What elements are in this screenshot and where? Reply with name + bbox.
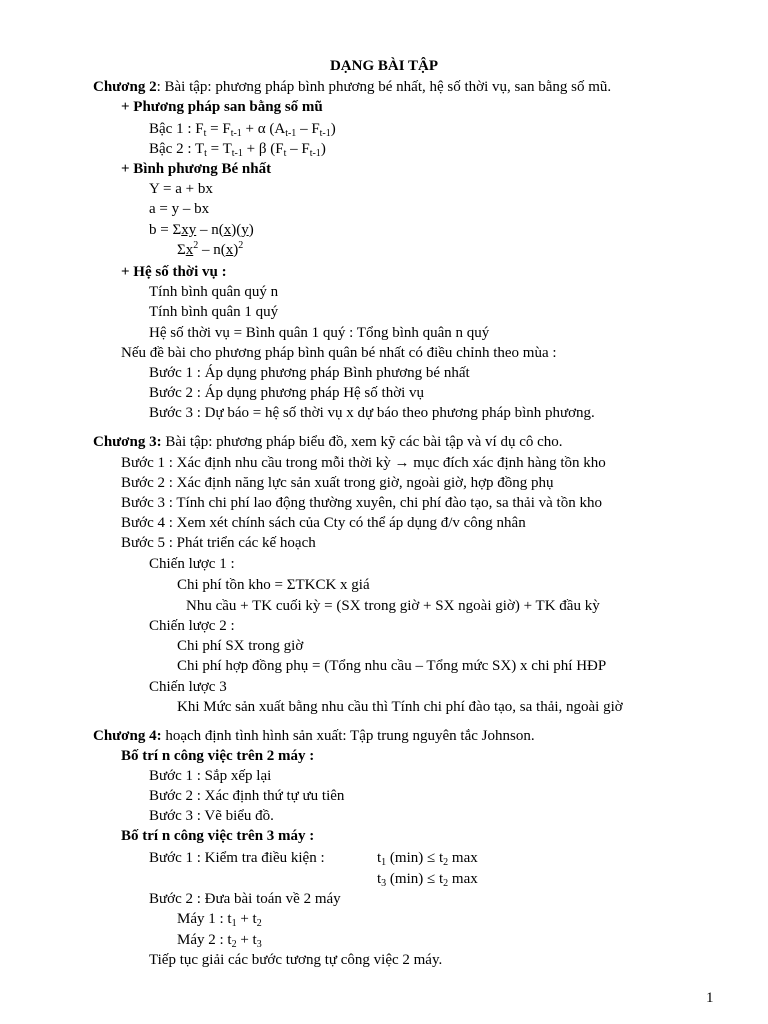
seasonal-index-label: + Hệ số thời vụ : [121, 264, 227, 280]
condition-1 [377, 848, 478, 868]
f2-sub: t-1 [231, 148, 243, 159]
step-line: Bước 1 : Kiểm tra điều kiện : [149, 850, 325, 866]
step-line: Bước 2 : Áp dụng phương pháp Hệ số thời vụ [149, 385, 425, 401]
f1-sub: t-1 [319, 128, 331, 139]
step-line: Bước 4 : Xem xét chính sách của Cty có thể áp dụng đ/v công nhân [121, 515, 526, 531]
fb-part: y [241, 222, 249, 238]
text-line: Tính bình quân quý n [149, 284, 279, 300]
formula-a: a = y – bx [149, 201, 210, 217]
chapter-3-description: Bài tập: phương pháp biểu đồ, xem kỹ các bài tập và ví dụ cô cho. [161, 434, 563, 450]
cond-part: (min) ≤ t [386, 871, 444, 887]
f1-part: – F [296, 121, 320, 137]
text-line: Chi phí SX trong giờ [177, 638, 304, 654]
chapter-3-label: Chương 3: [93, 434, 162, 450]
two-machine-heading [121, 746, 314, 766]
f2-sub: t [204, 148, 207, 159]
step-line: Bước 3 : Tính chi phí lao động thường xuyên, chi phí đào tạo, sa thải và tồn kho [121, 495, 602, 511]
text-line: Tính bình quân 1 quý [149, 304, 279, 320]
strategy-label: Chiến lược 2 : [149, 618, 235, 634]
strategy-label: Chiến lược 3 [149, 679, 227, 695]
three-machine-heading [121, 826, 314, 846]
cond-part: max [448, 850, 478, 866]
chapter-2-description: : Bài tập: phương pháp bình phương bé nhất, hệ số thời vụ, san bằng số mũ. [156, 79, 612, 95]
m-part: + t [236, 932, 257, 948]
cond-part: t [377, 871, 382, 887]
condition-2 [377, 869, 478, 889]
step-line: Bước 3 : Vẽ biểu đồ. [149, 808, 274, 824]
f2-sub: t-1 [309, 148, 321, 159]
fd-part: – n( [198, 242, 226, 258]
fb-part: )( [231, 222, 242, 238]
f2-part: ) [320, 141, 326, 157]
cond-sub: 1 [381, 857, 387, 868]
cond-part: t [377, 850, 382, 866]
text-line: Chi phí tồn kho = ΣTKCK x giá [177, 577, 370, 593]
f1-part: Bậc 1 : F [149, 121, 204, 137]
f1-sub: t [203, 128, 207, 139]
exponential-smoothing-label: + Phương pháp san bằng số mũ [121, 99, 323, 115]
cond-sub: 3 [381, 878, 387, 889]
m-sub: 1 [231, 918, 237, 929]
chapter-2-label: Chương 2 [93, 79, 157, 95]
seasonal-index-heading [121, 262, 227, 282]
m-part: Máy 1 : t [177, 911, 232, 927]
cond-part: max [448, 871, 478, 887]
cond-sub: 2 [443, 878, 449, 889]
m-sub: 2 [256, 918, 262, 929]
fb-part: b = Σ [149, 222, 182, 238]
cond-part: (min) ≤ t [386, 850, 444, 866]
step-line: Bước 2 : Xác định thứ tự ưu tiên [149, 788, 345, 804]
f2-part: + β (F [242, 141, 284, 157]
f2-part: = T [206, 141, 232, 157]
least-squares-heading [121, 159, 271, 179]
step-line: Bước 1 : Áp dụng phương pháp Bình phương bé nhất [149, 365, 470, 381]
text-line: Chi phí hợp đồng phụ = (Tổng nhu cầu – Tổng mức SX) x chi phí HĐP [177, 658, 607, 674]
m-sub: 2 [231, 939, 237, 950]
step-line: Bước 1 : Sắp xếp lại [149, 768, 272, 784]
f1-sub: t-1 [230, 128, 242, 139]
chapter-4-label: Chương 4: [93, 728, 162, 744]
f1-part: ) [330, 121, 336, 137]
machine-1-formula [177, 909, 262, 929]
fd-part: Σ [177, 242, 186, 258]
f1-part: + α (A [241, 121, 286, 137]
fd-sup: 2 [238, 240, 244, 251]
step-line: Bước 5 : Phát triển các kế hoạch [121, 535, 316, 551]
step-line: Bước 2 : Đưa bài toán về 2 máy [149, 891, 341, 907]
m-part: Máy 2 : t [177, 932, 232, 948]
machine-2-formula [177, 930, 262, 950]
fb-part: ) [248, 222, 254, 238]
fb-part: – n( [196, 222, 224, 238]
formula-b-denominator [177, 240, 243, 260]
formula-y: Y = a + bx [149, 181, 213, 197]
f1-sub: t-1 [285, 128, 297, 139]
document-title: DẠNG BÀI TẬP [329, 58, 439, 74]
fd-part: x [185, 242, 194, 258]
f2-sub: t [283, 148, 287, 159]
fb-part: xy [181, 222, 197, 238]
formula-b-numerator [149, 220, 254, 240]
text-line: Hệ số thời vụ = Bình quân 1 quý : Tổng bình quân n quý [149, 325, 490, 341]
f1-part: = F [206, 121, 231, 137]
chapter-2-heading [93, 77, 611, 97]
step-line: Bước 3 : Dự báo = hệ số thời vụ x dự báo theo phương pháp bình phương. [149, 405, 595, 421]
m-part: + t [236, 911, 257, 927]
text-line: Nhu cầu + TK cuối kỳ = (SX trong giờ + SX ngoài giờ) + TK đầu kỳ [186, 598, 600, 614]
two-machine-label: Bố trí n công việc trên 2 máy : [121, 748, 315, 764]
three-machine-label: Bố trí n công việc trên 3 máy : [121, 828, 315, 844]
step-line: Bước 2 : Xác định năng lực sản xuất trong giờ, ngoài giờ, hợp đồng phụ [121, 475, 554, 491]
fd-part: ) [233, 242, 239, 258]
f2-part: Bậc 2 : T [149, 141, 205, 157]
page-number: 1 [706, 990, 714, 1006]
formula-level-2 [149, 139, 326, 159]
cond-sub: 2 [443, 857, 449, 868]
chapter-3-heading [93, 432, 563, 452]
f2-part: – F [286, 141, 310, 157]
step-line: Bước 1 : Xác định nhu cầu trong mỗi thời kỳ → mục đích xác định hàng tồn kho [121, 455, 606, 471]
text-line: Khi Mức sản xuất bằng nhu cầu thì Tính chi phí đào tạo, sa thải, ngoài giờ [177, 699, 623, 715]
text-line: Tiếp tục giải các bước tương tự công việc 2 máy. [149, 952, 443, 968]
exponential-smoothing-heading [121, 97, 323, 117]
chapter-4-description: hoạch định tình hình sản xuất: Tập trung nguyên tắc Johnson. [161, 728, 535, 744]
least-squares-label: + Bình phương Bé nhất [121, 161, 272, 177]
m-sub: 3 [256, 939, 262, 950]
formula-level-1 [149, 119, 336, 139]
fb-part: x [223, 222, 232, 238]
chapter-4-heading [93, 726, 535, 746]
fd-part: x [225, 242, 234, 258]
fd-sup: 2 [193, 240, 199, 251]
text-line: Nếu đề bài cho phương pháp bình quân bé nhất có điều chỉnh theo mùa : [121, 345, 557, 361]
strategy-label: Chiến lược 1 : [149, 556, 235, 572]
